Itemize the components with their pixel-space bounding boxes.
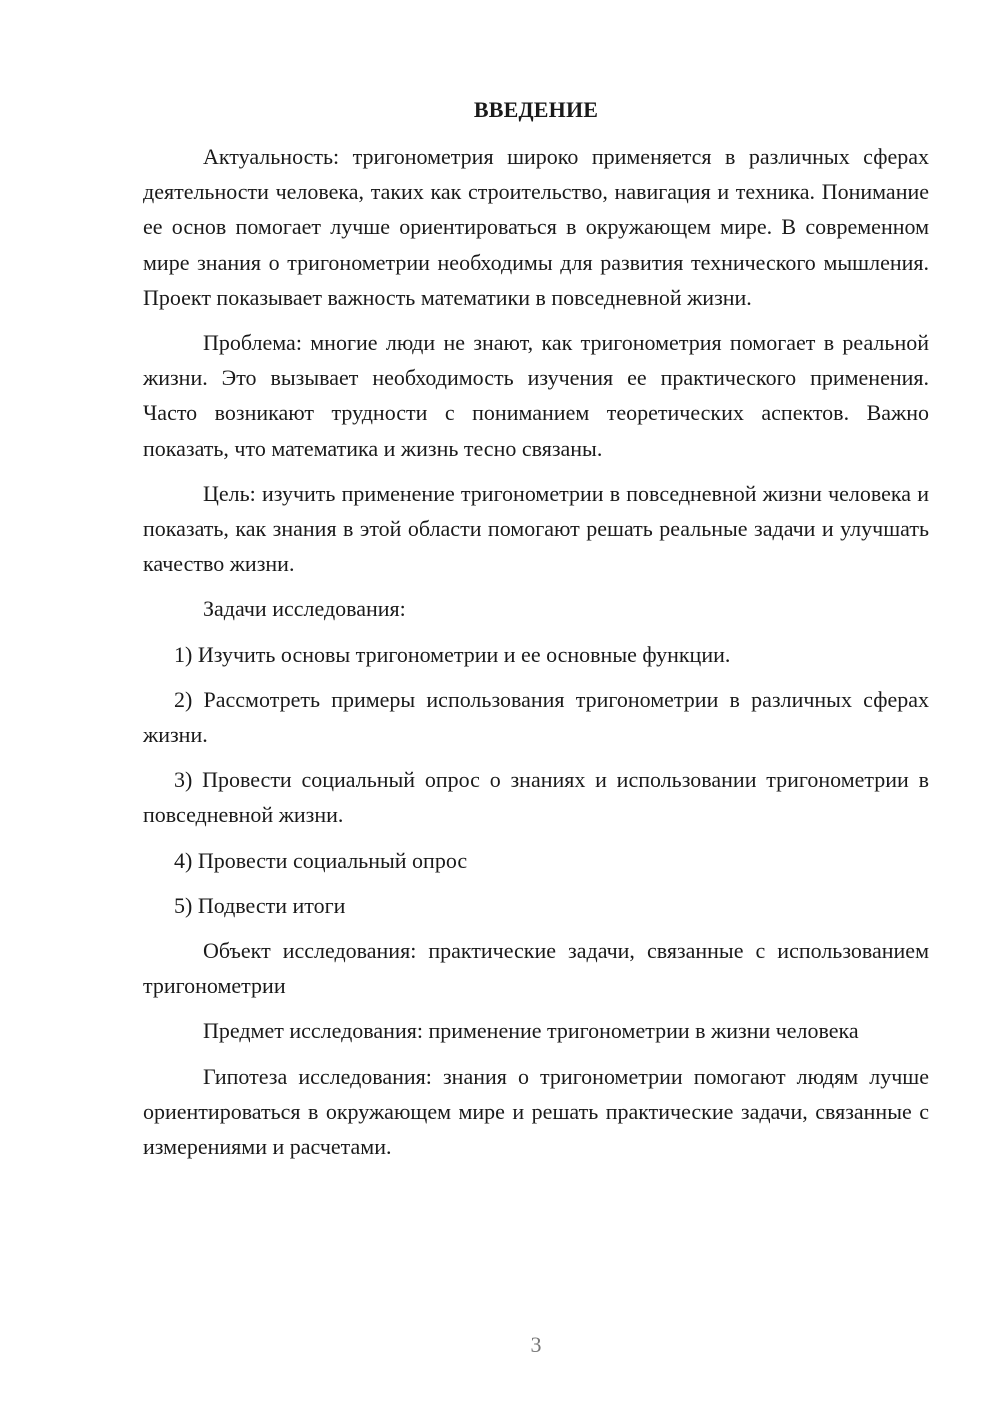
research-subject: Предмет исследования: применение тригонометрии в жизни человека: [203, 1018, 859, 1044]
task-item-3: 3) Провести социальный опрос о знаниях и использовании тригонометрии в повседневной жизни.: [143, 767, 929, 828]
research-hypothesis: Гипотеза исследования: знания о тригонометрии помогают людям лучше ориентироваться в окружающем мире и решать практические задачи, связанные с измерениями и расчетами.: [143, 1063, 929, 1160]
page-title: ВВЕДЕНИЕ: [473, 97, 599, 122]
paragraph-problem: Проблема: многие люди не знают, как тригонометрия помогает в реальной жизни. Это вызывает необходимость изучения ее практического применения. Часто возникают трудности с пониманием теоретических аспектов. Важно показать, что математика и жизнь тесно связаны.: [143, 330, 929, 461]
paragraph-relevance: Актуальность: тригонометрия широко применяется в различных сферах деятельности человека, таких как строительство, навигация и техника. Понимание ее основ помогает лучше ориентироваться в окружающем мире. В современном мире знания о тригонометрии необходимы для развития технического мышления. Проект показывает важность математики в повседневной жизни.: [143, 144, 929, 310]
task-item-2: 2) Рассмотреть примеры использования тригонометрии в различных сферах жизни.: [143, 686, 929, 748]
task-item-1: 1) Изучить основы тригонометрии и ее основные функции.: [174, 641, 731, 667]
tasks-heading: Задачи исследования:: [203, 596, 406, 622]
page-content: [143, 94, 929, 1174]
research-object: Объект исследования: практические задачи, связанные с использованием тригонометрии: [143, 938, 929, 999]
task-item-5: 5) Подвести итоги: [174, 892, 346, 918]
page-number: 3: [530, 1332, 542, 1357]
paragraph-goal: Цель: изучить применение тригонометрии в повседневной жизни человека и показать, как знания в этой области помогают решать реальные задачи и улучшать качество жизни.: [143, 480, 929, 577]
task-item-4: 4) Провести социальный опрос: [174, 847, 468, 873]
